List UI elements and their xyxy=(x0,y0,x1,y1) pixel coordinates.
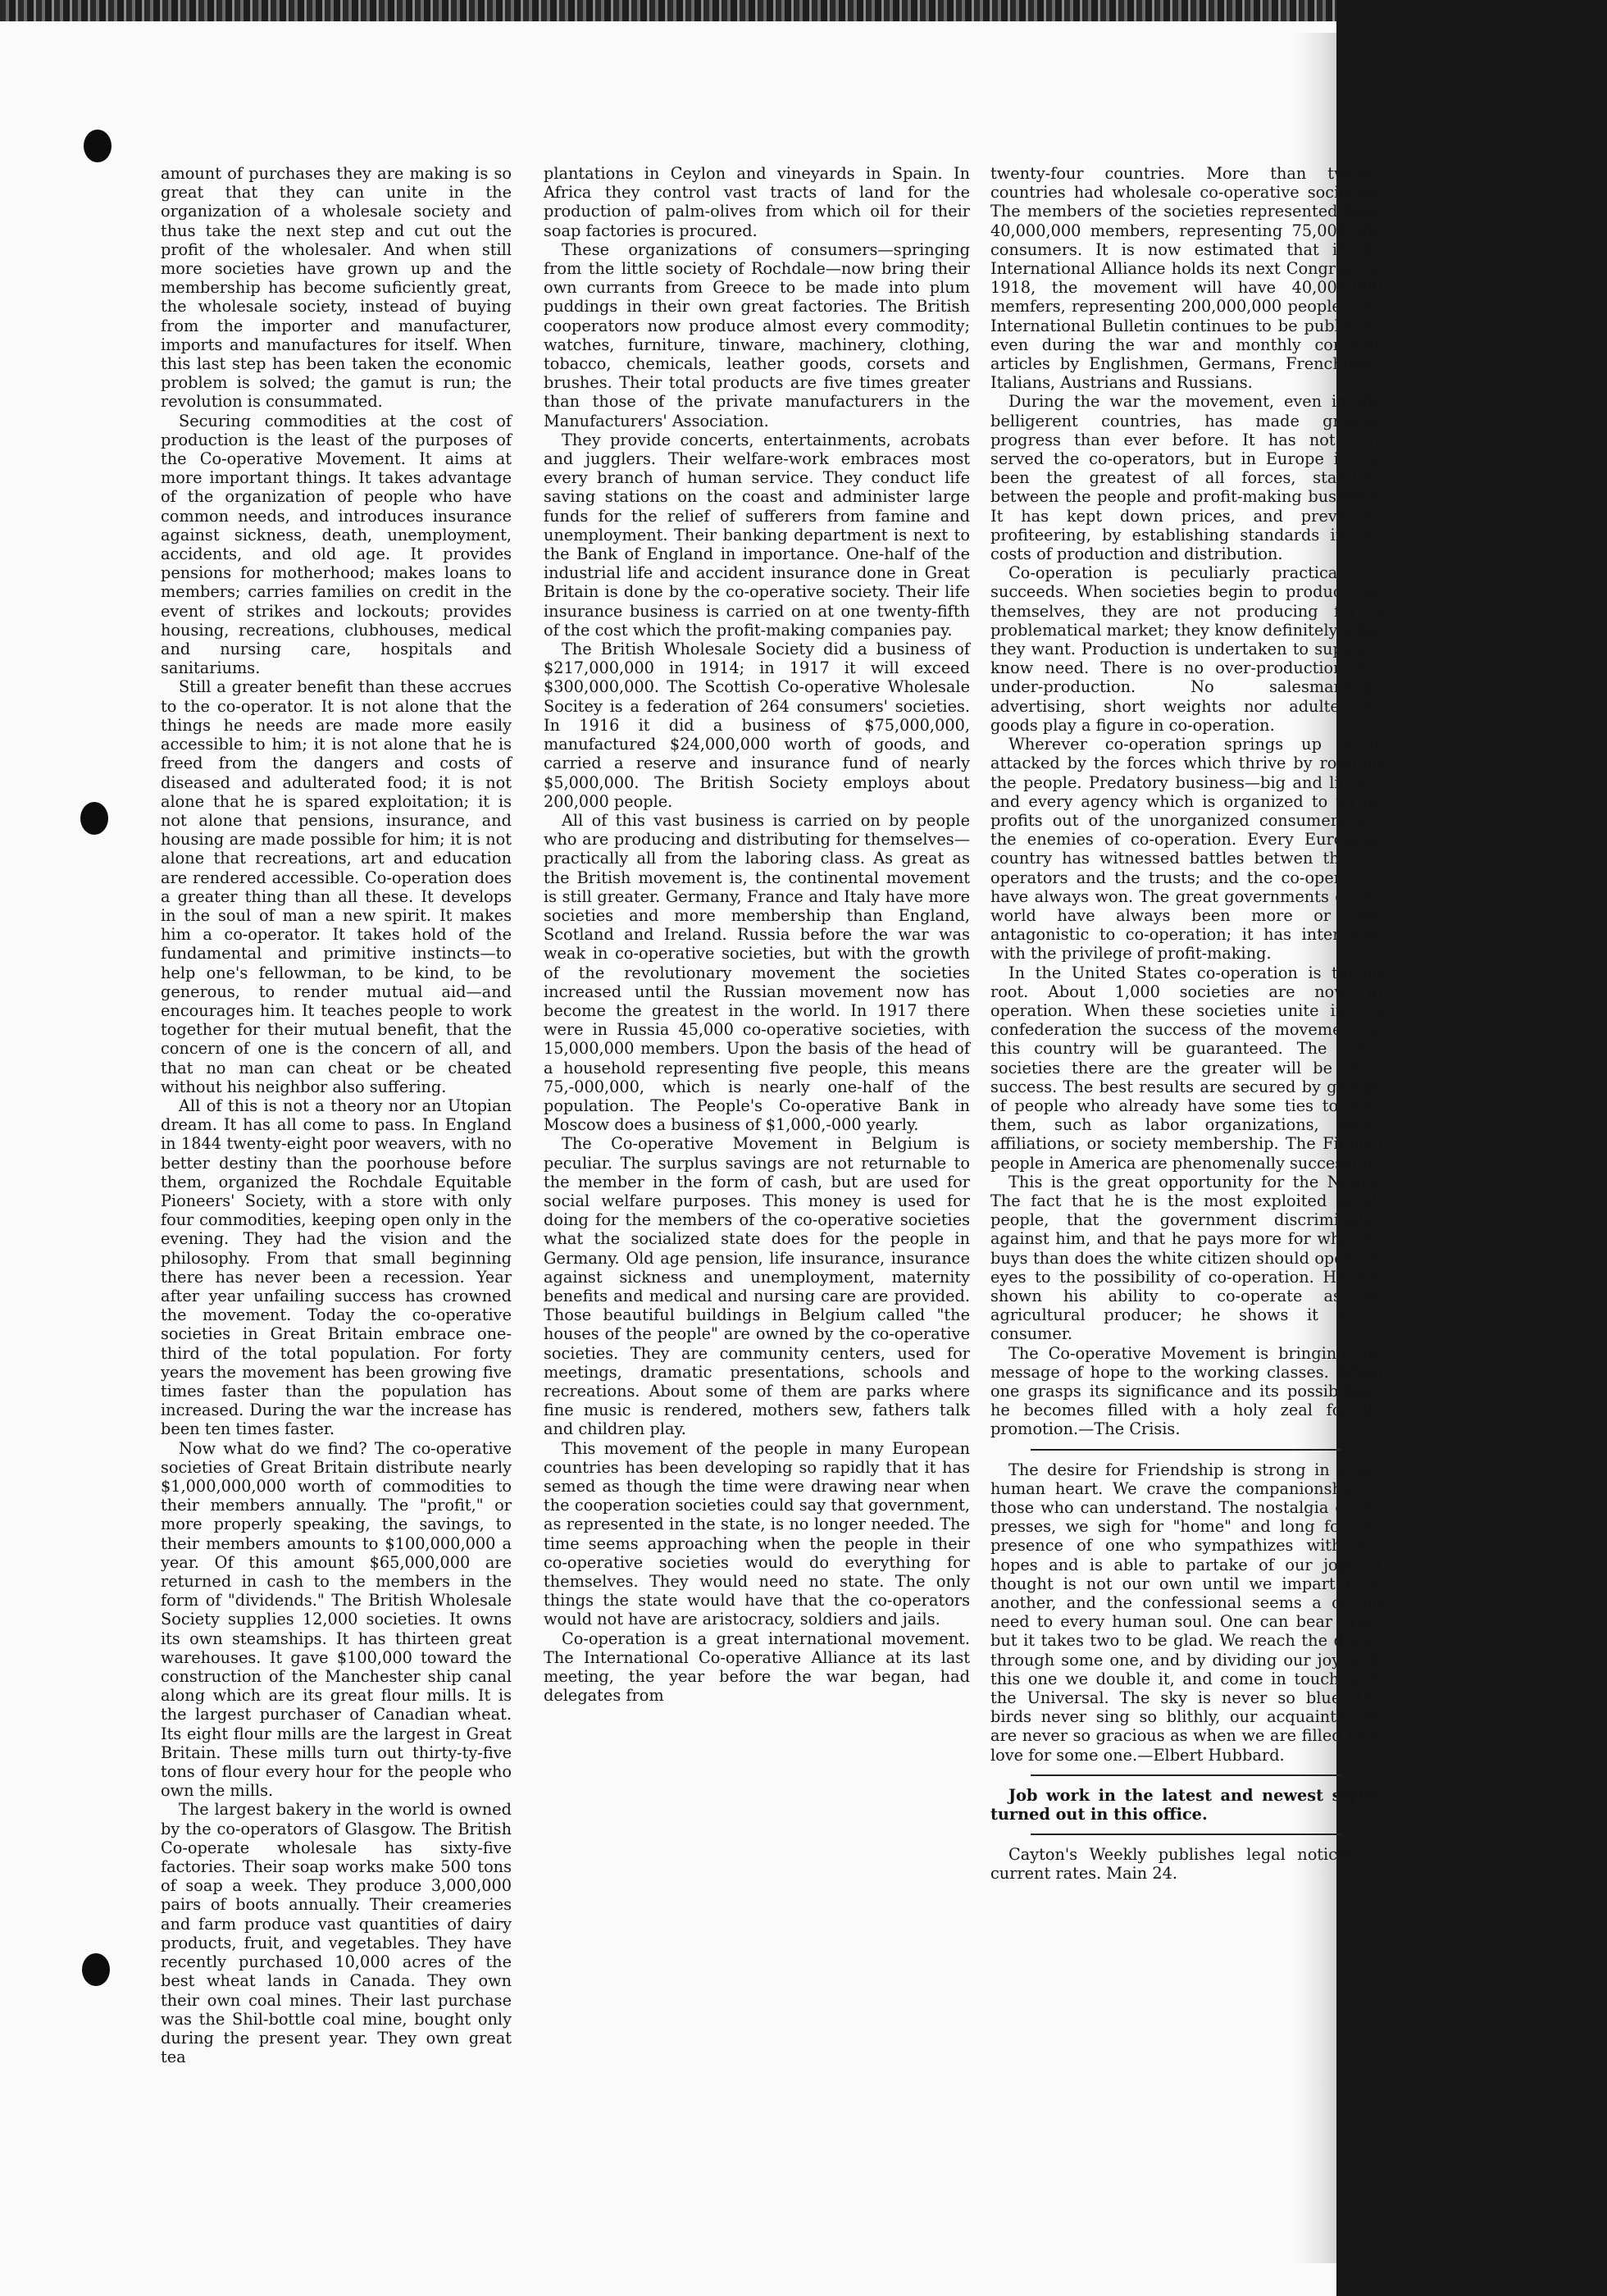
column-2 xyxy=(544,164,970,1705)
paragraph: During the war the movement, even in the belligerent countries, has made greater progress than ever before. It has not only served the co-operators, but in Europe it has been the greatest of all forces, standing between the people and profit-making business. It has kept down prices, and prevented profiteering, by establishing standards in the costs of production and distribution. xyxy=(990,392,1382,564)
legal-notice-ad: Cayton's Weekly publishes legal notices at current rates. Main 24. xyxy=(990,1845,1382,1884)
section-divider xyxy=(990,1765,1382,1786)
paragraph: The largest bakery in the world is owned by the co-operators of Glasgow. The British Co-operate wholesale has sixty-five factories. Their soap works make 500 tons of soap a week. They produce 3,000,000 pairs of boots annually. Their creameries and farm produce vast quantities of dairy products, fruit, and vegetables. They have recently purchased 10,000 acres of the best wheat lands in Canada. They own their own coal mines. Their last purchase was the Shil-bottle coal mine, bought only during the present year. They own great tea xyxy=(161,1800,512,2067)
paragraph: The Co-operative Movement in Belgium is peculiar. The surplus savings are not returnable to the member in the form of cash, but are used for social welfare purposes. This money is used for doing for the members of the co-operative societies what the socialized state does for the people in Germany. Old age pension, life insurance, insurance against sickness and unemployment, maternity benefits and medical and nursing care are provided. Those beautiful buildings in Belgium called "the houses of the people" are owned by the co-operative societies. They are community centers, used for meetings, dramatic presentations, schools and recreations. About some of them are parks where fine music is rendered, mothers sew, fathers talk and children play. xyxy=(544,1134,970,1439)
friendship-paragraph: The desire for Friendship is strong in every human heart. We crave the companionship of those who can understand. The nostalgia of life presses, we sigh for "home" and long for the presence of one who sympathizes with our hopes and is able to partake of our joys. A thought is not our own until we impart it to another, and the confessional seems a crying need to every human soul. One can bear grief, but it takes two to be glad. We reach the divine through some one, and by dividing our joy with this one we double it, and come in touch with the Universal. The sky is never so blue, the birds never sing so blithly, our acquaintances are never so gracious as when we are filled with love for some one.—Elbert Hubbard. xyxy=(990,1460,1382,1765)
paragraph: They provide concerts, entertainments, acrobats and jugglers. Their welfare-work embraces most every branch of human service. They conduct life saving stations on the coast and administer large funds for the relief of sufferers from famine and unemployment. Their banking department is next to the Bank of England in importance. One-half of the industrial life and accident insurance done in Great Britain is done by the co-operative society. Their life insurance business is carried on at one twenty-fifth of the cost which the profit-making companies pay. xyxy=(544,430,970,640)
paragraph: Now what do we find? The co-operative societies of Great Britain distribute nearly $1,000,000,000 worth of commodities to their members annually. The "profit," or more properly speaking, the savings, to their members amounts to $100,000,000 a year. Of this amount $65,000,000 are returned in cash to the members in the form of "dividends." The British Wholesale Society supplies 12,000 societies. It owns its own steamships. It has thirteen great warehouses. It gave $100,000 toward the construction of the Manchester ship canal along which are its great flour mills. It is the largest purchaser of Canadian wheat. Its eight flour mills are the largest in Great Britain. These mills turn out thirty-ty-five tons of flour every hour for the people who own the mills. xyxy=(161,1438,512,1801)
paragraph: amount of purchases they are making is so great that they can unite in the organization of a wholesale society and thus take the next step and cut out the profit of the wholesaler. And when still more societies have grown up and the membership has become suficiently great, the wholesale society, instead of buying from the importer and manufacturer, imports and manufactures for itself. When this last step has been taken the economic problem is solved; the gamut is run; the revolution is consummated. xyxy=(161,164,512,412)
paragraph: All of this vast business is carried on by people who are producing and distributing for themselves—practically all from the laboring class. As great as the British movement is, the continental movement is still greater. Germany, France and Italy have more societies and more membership than England, Scotland and Ireland. Russia before the war was weak in co-operative societies, but with the growth of the revolutionary movement the societies increased until the Russian movement now has become the greatest in the world. In 1917 there were in Russia 45,000 co-operative societies, with 15,000,000 members. Upon the basis of the head of a household representing five people, this means 75,-000,000, which is nearly one-half of the population. The People's Co-operative Bank in Moscow does a business of $1,000,-000 yearly. xyxy=(544,810,970,1135)
paragraph: twenty-four countries. More than twenty countries had wholesale co-operative societies. The members of the societies represented have 40,000,000 members, representing 75,000,000 consumers. It is now estimated that if the International Alliance holds its next Congress in 1918, the movement will have 40,000,000 memfers, representing 200,000,000 people. The International Bulletin continues to be published even during the war and monthly contains articles by Englishmen, Germans, Frenchmen, Italians, Austrians and Russians. xyxy=(990,164,1382,393)
column-3 xyxy=(990,164,1382,1884)
paragraph: The Co-operative Movement is bringing the message of hope to the working classes. When one grasps its significance and its possibilities he becomes filled with a holy zeal for its promotion.—The Crisis. xyxy=(990,1343,1382,1439)
paragraph: These organizations of consumers—springing from the little society of Rochdale—now bring their own currants from Greece to be made into plum puddings in their own great factories. The British cooperators now produce almost every commodity; watches, furniture, tinware, machinery, clothing, tobacco, chemicals, leather goods, corsets and brushes. Their total products are five times greater than those of the private manufacturers in the Manufacturers' Association. xyxy=(544,239,970,430)
paragraph: Still a greater benefit than these accrues to the co-operator. It is not alone that the things he needs are made more easily accessible to him; it is not alone that he is freed from the dangers and costs of diseased and adulterated food; it is not alone that he is spared exploitation; it is not alone that pensions, insurance, and housing are made possible for him; it is not alone that recreations, art and education are rendered accessible. Co-operation does a greater thing than all these. It develops in the soul of man a new spirit. It makes him a co-operator. It takes hold of the fundamental and primitive instincts—to help one's fellowman, to be kind, to be generous, to render mutual aid—and encourages him. It teaches people to work together for their mutual benefit, that the concern of one is the concern of all, and that no man can cheat or be cheated without his neighbor also suffering. xyxy=(161,677,512,1096)
paragraph: Co-operation is a great international movement. The International Co-operative Alliance at its last meeting, the year before the war began, had delegates from xyxy=(544,1629,970,1706)
paragraph: All of this is not a theory nor an Utopian dream. It has all come to pass. In England in 1844 twenty-eight poor weavers, with no better destiny than the poorhouse before them, organized the Rochdale Equitable Pioneers' Society, with a store with only four commodities, keeping open only in the evening. They had the vision and the philosophy. From that small beginning there has never been a recession. Year after year unfailing success has crowned the movement. Today the co-operative societies in Great Britain embrace one-third of the total population. For forty years the movement has been growing five times faster than the population has increased. During the war the increase has been ten times faster. xyxy=(161,1096,512,1439)
binder-hole-icon xyxy=(80,802,108,835)
column-1 xyxy=(161,164,512,2066)
job-work-notice: Job work in the latest and newest styles turned out in this office. xyxy=(990,1785,1382,1824)
binder-hole-icon xyxy=(82,1953,110,1986)
paragraph: The British Wholesale Society did a business of $217,000,000 in 1914; in 1917 it will exceed $300,000,000. The Scottish Co-operative Wholesale Socitey is a federation of 264 consumers' societies. In 1916 it did a business of $75,000,000, manufactured $24,000,000 worth of goods, and carried a reserve and insurance fund of nearly $5,000,000. The British Society employs about 200,000 people. xyxy=(544,640,970,811)
paragraph: Securing commodities at the cost of production is the least of the purposes of the Co-operative Movement. It aims at more important things. It takes advantage of the organization of people who have common needs, and introduces insurance against sickness, death, unemployment, accidents, and old age. It provides pensions for motherhood; makes loans to members; carries families on credit in the event of strikes and lockouts; provides housing, recreations, clubhouses, medical and nursing care, hospitals and sanitariums. xyxy=(161,411,512,678)
section-divider xyxy=(990,1439,1382,1460)
paragraph: In the United States co-operation is taking root. About 1,000 societies are now in operation. When these societies unite into a confederation the success of the movement in this country will be guaranteed. The more societies there are the greater will be their success. The best results are secured by groups of people who already have some ties to bind them, such as labor organizations, racial affiliations, or society membership. The Finnish people in America are phenomenally successful. xyxy=(990,963,1382,1173)
paragraph: This movement of the people in many European countries has been developing so rapidly that it has semed as though the time were drawing near when the cooperation societies could say that government, as represented in the state, is no longer needed. The time seems approaching when the people in their co-operative societies would do everything for themselves. They would need no state. The only things the state would have that the co-operators would not have are aristocracy, soldiers and jails. xyxy=(544,1438,970,1629)
section-divider xyxy=(990,1824,1382,1845)
paragraph: Wherever co-operation springs up it is attacked by the forces which thrive by robbing the people. Predatory business—big and little—and every agency which is organized to wring profits out of the unorganized consumers are the enemies of co-operation. Every European country has witnessed battles betwen the co-operators and the trusts; and the co-operators have always won. The great governments of the world have always been more or less antagonistic to co-operation; it has interfered with the privilege of profit-making. xyxy=(990,735,1382,963)
paragraph: This is the great opportunity for the Negro. The fact that he is the most exploited of all people, that the government discriminates against him, and that he pays more for what he buys than does the white citizen should open his eyes to the possibility of co-operation. He has shown his ability to co-operate as an agricultural producer; he shows it as a consumer. xyxy=(990,1172,1382,1344)
paragraph: Co-operation is peculiarly practical. It succeeds. When societies begin to produce for themselves, they are not producing for a problematical market; they know definitely what they want. Production is undertaken to supply a know need. There is no over-production nor under-production. No salesmanship, advertising, short weights nor adulterated goods play a figure in co-operation. xyxy=(990,563,1382,735)
binder-hole-icon xyxy=(84,130,112,162)
paragraph: plantations in Ceylon and vineyards in Spain. In Africa they control vast tracts of land for the production of palm-olives from which oil for their soap factories is procured. xyxy=(544,164,970,240)
